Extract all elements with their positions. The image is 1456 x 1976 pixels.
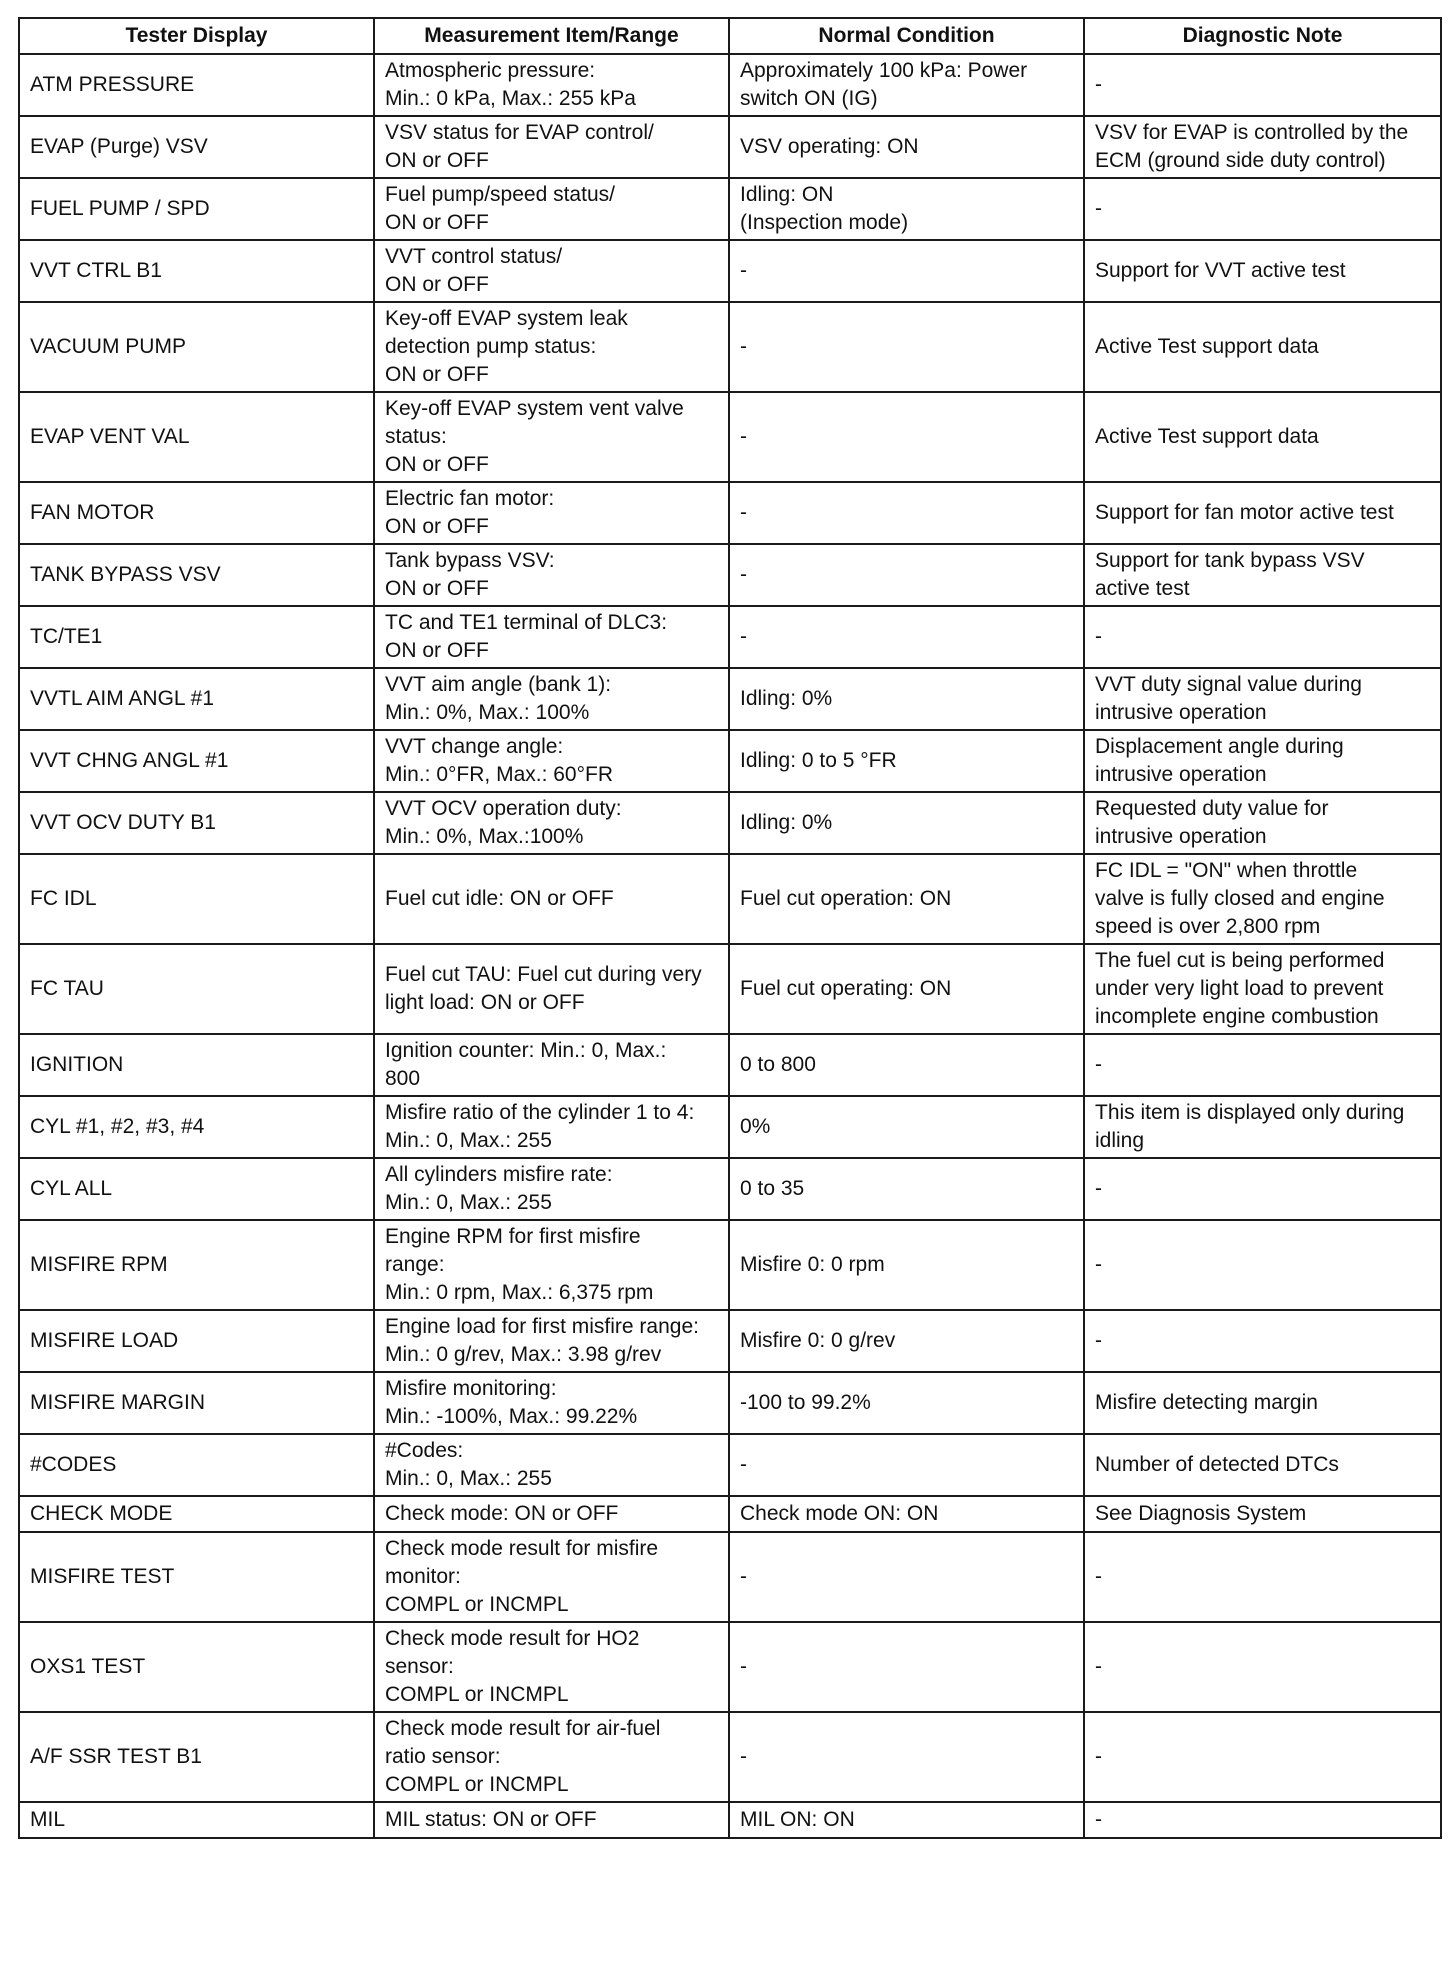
cell-tester-display: CHECK MODE [19,1496,374,1532]
cell-tester-display: VVT CTRL B1 [19,240,374,302]
cell-measurement-range: Engine load for first misfire range: Min.: 0 g/rev, Max.: 3.98 g/rev [374,1310,729,1372]
cell-diagnostic-note: Displacement angle during intrusive operation [1084,730,1441,792]
cell-diagnostic-note: Active Test support data [1084,302,1441,392]
header-tester-display: Tester Display [19,18,374,54]
cell-tester-display: FUEL PUMP / SPD [19,178,374,240]
cell-measurement-range: Check mode result for HO2 sensor: COMPL or INCMPL [374,1622,729,1712]
cell-diagnostic-note: See Diagnosis System [1084,1496,1441,1532]
table-row [19,854,1441,944]
cell-tester-display: TANK BYPASS VSV [19,544,374,606]
cell-normal-condition: Idling: 0 to 5 °FR [729,730,1084,792]
cell-measurement-range: Ignition counter: Min.: 0, Max.: 800 [374,1034,729,1096]
cell-measurement-range: Fuel cut idle: ON or OFF [374,854,729,944]
cell-normal-condition: -100 to 99.2% [729,1372,1084,1434]
cell-tester-display: MISFIRE MARGIN [19,1372,374,1434]
cell-tester-display: VVT CHNG ANGL #1 [19,730,374,792]
table-row [19,1158,1441,1220]
cell-tester-display: OXS1 TEST [19,1622,374,1712]
cell-diagnostic-note: Active Test support data [1084,392,1441,482]
table-row [19,1622,1441,1712]
table-body [19,54,1441,1838]
table-row [19,1034,1441,1096]
cell-normal-condition: - [729,482,1084,544]
table-row [19,1372,1441,1434]
cell-measurement-range: Check mode: ON or OFF [374,1496,729,1532]
cell-tester-display: ATM PRESSURE [19,54,374,116]
table-row [19,1434,1441,1496]
cell-diagnostic-note: This item is displayed only during idling [1084,1096,1441,1158]
header-measurement-item-range: Measurement Item/Range [374,18,729,54]
cell-normal-condition: 0 to 35 [729,1158,1084,1220]
cell-tester-display: EVAP VENT VAL [19,392,374,482]
cell-tester-display: FC IDL [19,854,374,944]
header-normal-condition: Normal Condition [729,18,1084,54]
cell-measurement-range: VVT change angle: Min.: 0°FR, Max.: 60°FR [374,730,729,792]
cell-measurement-range: Check mode result for misfire monitor: COMPL or INCMPL [374,1532,729,1622]
cell-tester-display: A/F SSR TEST B1 [19,1712,374,1802]
cell-measurement-range: Misfire monitoring: Min.: -100%, Max.: 99.22% [374,1372,729,1434]
cell-diagnostic-note: - [1084,178,1441,240]
cell-tester-display: VVTL AIM ANGL #1 [19,668,374,730]
cell-normal-condition: Misfire 0: 0 g/rev [729,1310,1084,1372]
cell-diagnostic-note: FC IDL = "ON" when throttle valve is fully closed and engine speed is over 2,800 rpm [1084,854,1441,944]
cell-measurement-range: Misfire ratio of the cylinder 1 to 4: Min.: 0, Max.: 255 [374,1096,729,1158]
cell-diagnostic-note: Misfire detecting margin [1084,1372,1441,1434]
cell-normal-condition: - [729,544,1084,606]
cell-diagnostic-note: - [1084,1532,1441,1622]
cell-normal-condition: Check mode ON: ON [729,1496,1084,1532]
cell-normal-condition: - [729,392,1084,482]
cell-measurement-range: Fuel cut TAU: Fuel cut during very light load: ON or OFF [374,944,729,1034]
cell-normal-condition: Idling: ON (Inspection mode) [729,178,1084,240]
cell-diagnostic-note: - [1084,1802,1441,1838]
cell-measurement-range: Tank bypass VSV: ON or OFF [374,544,729,606]
cell-diagnostic-note: - [1084,1034,1441,1096]
table-row [19,1310,1441,1372]
cell-diagnostic-note: - [1084,54,1441,116]
cell-tester-display: MIL [19,1802,374,1838]
cell-measurement-range: #Codes: Min.: 0, Max.: 255 [374,1434,729,1496]
cell-tester-display: CYL ALL [19,1158,374,1220]
table-row [19,178,1441,240]
cell-measurement-range: TC and TE1 terminal of DLC3: ON or OFF [374,606,729,668]
cell-measurement-range: Fuel pump/speed status/ ON or OFF [374,178,729,240]
cell-normal-condition: - [729,1434,1084,1496]
table-row [19,116,1441,178]
cell-diagnostic-note: Support for VVT active test [1084,240,1441,302]
cell-tester-display: EVAP (Purge) VSV [19,116,374,178]
header-diagnostic-note: Diagnostic Note [1084,18,1441,54]
cell-measurement-range: Key-off EVAP system leak detection pump status: ON or OFF [374,302,729,392]
table-row [19,1220,1441,1310]
cell-normal-condition: - [729,1712,1084,1802]
cell-measurement-range: VVT aim angle (bank 1): Min.: 0%, Max.: 100% [374,668,729,730]
table-row [19,482,1441,544]
cell-diagnostic-note: Support for tank bypass VSV active test [1084,544,1441,606]
cell-normal-condition: VSV operating: ON [729,116,1084,178]
cell-measurement-range: Key-off EVAP system vent valve status: ON or OFF [374,392,729,482]
cell-normal-condition: - [729,1532,1084,1622]
table-row [19,730,1441,792]
cell-measurement-range: Check mode result for air-fuel ratio sensor: COMPL or INCMPL [374,1712,729,1802]
cell-tester-display: VACUUM PUMP [19,302,374,392]
cell-normal-condition: 0 to 800 [729,1034,1084,1096]
cell-diagnostic-note: - [1084,1712,1441,1802]
cell-tester-display: IGNITION [19,1034,374,1096]
table-row [19,792,1441,854]
table-row [19,544,1441,606]
table-row [19,54,1441,116]
tester-data-table [18,17,1442,1839]
cell-measurement-range: VVT control status/ ON or OFF [374,240,729,302]
table-row [19,392,1441,482]
cell-diagnostic-note: Support for fan motor active test [1084,482,1441,544]
cell-measurement-range: All cylinders misfire rate: Min.: 0, Max.: 255 [374,1158,729,1220]
table-row [19,668,1441,730]
table-row [19,944,1441,1034]
header-row [19,18,1441,54]
cell-diagnostic-note: - [1084,1310,1441,1372]
cell-normal-condition: Fuel cut operating: ON [729,944,1084,1034]
table-row [19,1096,1441,1158]
table-row [19,1496,1441,1532]
cell-tester-display: #CODES [19,1434,374,1496]
cell-normal-condition: - [729,1622,1084,1712]
cell-measurement-range: MIL status: ON or OFF [374,1802,729,1838]
cell-tester-display: FC TAU [19,944,374,1034]
cell-normal-condition: Idling: 0% [729,792,1084,854]
table-row [19,606,1441,668]
cell-normal-condition: Misfire 0: 0 rpm [729,1220,1084,1310]
table-row [19,1802,1441,1838]
cell-diagnostic-note: - [1084,1220,1441,1310]
cell-diagnostic-note: - [1084,1622,1441,1712]
cell-diagnostic-note: - [1084,606,1441,668]
table-row [19,240,1441,302]
cell-normal-condition: - [729,606,1084,668]
cell-diagnostic-note: VVT duty signal value during intrusive operation [1084,668,1441,730]
cell-measurement-range: VVT OCV operation duty: Min.: 0%, Max.:100% [374,792,729,854]
cell-normal-condition: Fuel cut operation: ON [729,854,1084,944]
cell-tester-display: MISFIRE RPM [19,1220,374,1310]
cell-diagnostic-note: VSV for EVAP is controlled by the ECM (ground side duty control) [1084,116,1441,178]
cell-tester-display: MISFIRE TEST [19,1532,374,1622]
cell-normal-condition: 0% [729,1096,1084,1158]
cell-normal-condition: MIL ON: ON [729,1802,1084,1838]
table-row [19,1532,1441,1622]
table-row [19,302,1441,392]
cell-diagnostic-note: The fuel cut is being performed under very light load to prevent incomplete engine combustion [1084,944,1441,1034]
cell-tester-display: FAN MOTOR [19,482,374,544]
cell-measurement-range: Atmospheric pressure: Min.: 0 kPa, Max.: 255 kPa [374,54,729,116]
cell-normal-condition: Approximately 100 kPa: Power switch ON (IG) [729,54,1084,116]
cell-measurement-range: Engine RPM for first misfire range: Min.: 0 rpm, Max.: 6,375 rpm [374,1220,729,1310]
cell-measurement-range: Electric fan motor: ON or OFF [374,482,729,544]
cell-tester-display: VVT OCV DUTY B1 [19,792,374,854]
cell-diagnostic-note: Number of detected DTCs [1084,1434,1441,1496]
cell-diagnostic-note: Requested duty value for intrusive operation [1084,792,1441,854]
cell-normal-condition: - [729,240,1084,302]
cell-normal-condition: - [729,302,1084,392]
cell-tester-display: TC/TE1 [19,606,374,668]
cell-diagnostic-note: - [1084,1158,1441,1220]
table-header [19,18,1441,54]
cell-tester-display: MISFIRE LOAD [19,1310,374,1372]
cell-measurement-range: VSV status for EVAP control/ ON or OFF [374,116,729,178]
table-row [19,1712,1441,1802]
cell-tester-display: CYL #1, #2, #3, #4 [19,1096,374,1158]
cell-normal-condition: Idling: 0% [729,668,1084,730]
